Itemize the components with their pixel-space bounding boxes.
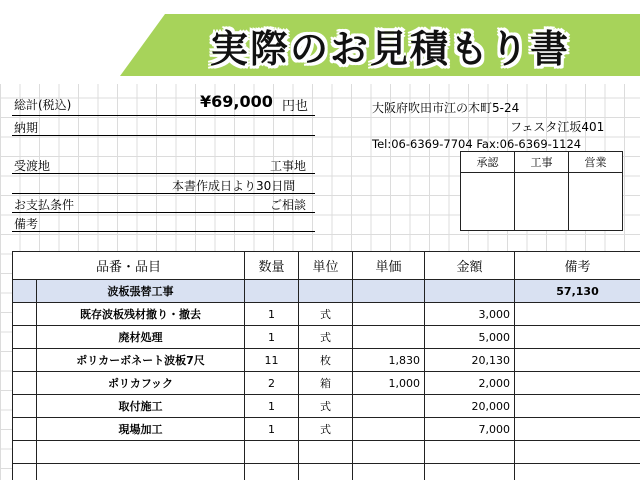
item-amount [425, 464, 515, 480]
header-item: 品番・品目 [13, 252, 245, 280]
banner-title: 実際のお見積もり書 [209, 27, 570, 71]
item-unit [299, 464, 353, 480]
validity-text: 本書作成日より30日間 [172, 179, 296, 193]
item-unit: 式 [299, 326, 353, 349]
banner [0, 0, 640, 84]
item-qty [245, 441, 299, 464]
validity-underline [12, 193, 315, 194]
item-remarks [515, 372, 640, 395]
approval-header-sales: 営業 [569, 152, 623, 173]
item-amount: 2,000 [425, 372, 515, 395]
item-qty: 1 [245, 395, 299, 418]
item-amount: 5,000 [425, 326, 515, 349]
delivery-date-underline [12, 135, 315, 136]
table-row [13, 326, 640, 349]
table-row [13, 395, 640, 418]
approval-header-construction: 工事 [515, 152, 569, 173]
item-unit [299, 441, 353, 464]
total-label: 総計(税込) [14, 98, 72, 112]
approval-table [460, 151, 623, 231]
item-name: ポリカフック [37, 372, 245, 395]
item-unit: 枚 [299, 349, 353, 372]
payment-underline [12, 212, 315, 213]
item-unit: 式 [299, 395, 353, 418]
items-table [12, 251, 640, 480]
item-remarks [515, 395, 640, 418]
item-price: 1,830 [353, 349, 425, 372]
company-address-1: 大阪府吹田市江の木町5-24 [372, 101, 520, 115]
item-qty: 2 [245, 372, 299, 395]
item-qty: 1 [245, 418, 299, 441]
item-name: 取付施工 [37, 395, 245, 418]
section-row [13, 280, 640, 303]
item-remarks [515, 326, 640, 349]
section-name: 波板張替工事 [37, 280, 245, 303]
table-row [13, 418, 640, 441]
item-price [353, 441, 425, 464]
item-unit: 式 [299, 303, 353, 326]
delivery-place-value: 工事地 [270, 159, 307, 173]
company-contact: Tel:06-6369-7704 Fax:06-6369-1124 [372, 137, 582, 151]
total-underline [12, 115, 315, 116]
item-price [353, 326, 425, 349]
item-price [353, 395, 425, 418]
approval-header-approve: 承認 [461, 152, 515, 173]
item-name: ポリカーボネート波板7尺 [37, 349, 245, 372]
item-price [353, 418, 425, 441]
remarks-underline [12, 231, 315, 232]
delivery-place-label: 受渡地 [14, 159, 51, 173]
item-amount: 20,130 [425, 349, 515, 372]
item-unit: 箱 [299, 372, 353, 395]
item-name: 現場加工 [37, 418, 245, 441]
item-amount: 3,000 [425, 303, 515, 326]
item-price [353, 303, 425, 326]
item-remarks [515, 303, 640, 326]
payment-label: お支払条件 [14, 198, 75, 212]
item-price [353, 464, 425, 480]
item-remarks [515, 418, 640, 441]
total-suffix: 円也 [282, 99, 309, 114]
header-price: 単価 [353, 252, 425, 280]
table-row [13, 303, 640, 326]
item-qty [245, 464, 299, 480]
total-amount: ¥69,000 [200, 92, 273, 111]
approval-stamp-construction[interactable] [515, 173, 569, 231]
section-remarks: 57,130 [515, 280, 640, 303]
item-price: 1,000 [353, 372, 425, 395]
item-name: 既存波板残材撤り・撤去 [37, 303, 245, 326]
item-amount [425, 441, 515, 464]
item-name [37, 441, 245, 464]
header-remarks: 備考 [515, 252, 640, 280]
item-qty: 1 [245, 326, 299, 349]
table-row [13, 349, 640, 372]
item-unit: 式 [299, 418, 353, 441]
item-amount: 20,000 [425, 395, 515, 418]
approval-stamp-sales[interactable] [569, 173, 623, 231]
item-remarks [515, 464, 640, 480]
company-address-2: フェスタ江坂401 [510, 120, 605, 134]
item-remarks [515, 441, 640, 464]
table-row [13, 441, 640, 464]
item-name [37, 464, 245, 480]
header-amount: 金額 [425, 252, 515, 280]
header-unit: 単位 [299, 252, 353, 280]
table-row [13, 464, 640, 480]
item-qty: 11 [245, 349, 299, 372]
delivery-date-label: 納期 [14, 121, 39, 135]
remarks-label: 備考 [14, 217, 39, 231]
table-header-row [13, 252, 640, 280]
delivery-place-underline [12, 173, 315, 174]
table-row [13, 372, 640, 395]
header-qty: 数量 [245, 252, 299, 280]
payment-value: ご相談 [270, 198, 307, 212]
approval-stamp-approve[interactable] [461, 173, 515, 231]
item-remarks [515, 349, 640, 372]
item-qty: 1 [245, 303, 299, 326]
item-name: 廃材処理 [37, 326, 245, 349]
item-amount: 7,000 [425, 418, 515, 441]
